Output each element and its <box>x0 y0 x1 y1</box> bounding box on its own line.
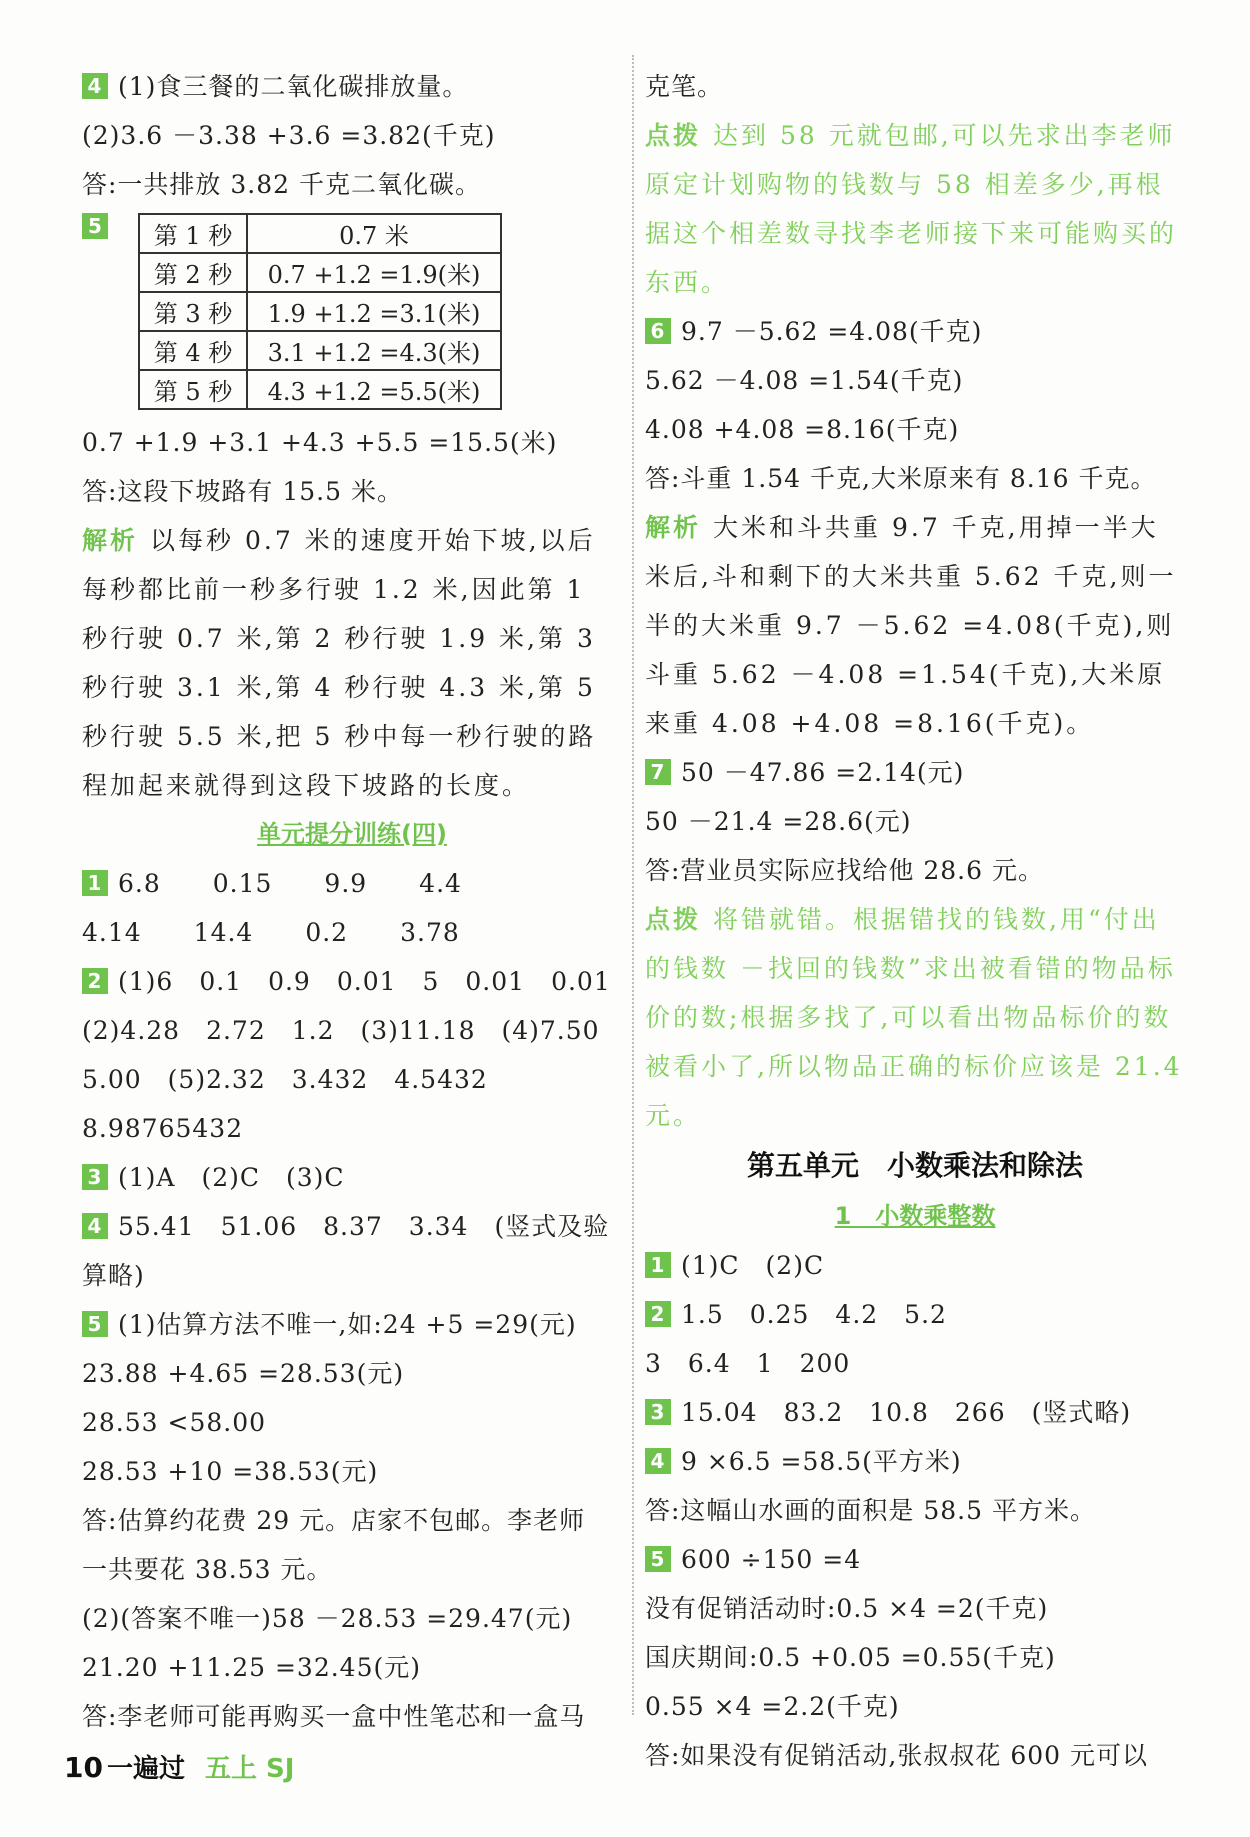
answer-5-sum: 0.7 +1.9 +3.1 +4.3 +5.5 =15.5(米) <box>82 428 558 457</box>
s5-line-8: 21.20 +11.25 =32.45(元) <box>82 1653 422 1682</box>
answer-7-line-1: 7 50 －47.86 =2.14(元) <box>645 748 1185 797</box>
question-number-badge: 2 <box>82 968 108 994</box>
u4-line-2: 答:这幅山水画的面积是 58.5 平方米。 <box>645 1496 1096 1525</box>
s5-line-2: 23.88 +4.65 =28.53(元) <box>82 1359 405 1388</box>
grade-label: 五上 SJ <box>204 1754 295 1784</box>
answer-4-line-2: (2)3.6 －3.38 +3.6 =3.82(千克) <box>82 121 496 150</box>
s5-line-9: 答:李老师可能再购买一盒中性笔芯和一盒马 <box>82 1702 586 1731</box>
lesson-title: 1 小数乘整数 <box>834 1202 996 1230</box>
answer-5-table-block <box>82 213 622 410</box>
hint-paragraph: 点拨 将错就错。根据错找的钱数,用“付出的钱数 －找回的钱数”求出被看错的物品标价的数;根据多找了,可以看出物品标价的数被看小了,所以物品正确的标价应该是 21.4 元。 <box>645 905 1183 1130</box>
question-number-badge: 6 <box>645 318 671 344</box>
u1-line: 1 (1)C (2)C <box>645 1241 1185 1290</box>
answer-7-line-2: 50 －21.4 =28.6(元) <box>645 807 912 836</box>
right-column <box>645 62 1185 1780</box>
answer-7-line-3: 答:营业员实际应找给他 28.6 元。 <box>645 856 1044 885</box>
s2-line-2: (2)4.28 2.72 1.2 (3)11.18 (4)7.50 <box>82 1016 600 1045</box>
s5-line-6: 一共要花 38.53 元。 <box>82 1555 333 1584</box>
s5-line-1: 5 (1)估算方法不唯一,如:24 +5 =29(元) <box>82 1300 622 1349</box>
answer-4-line-3: 答:一共排放 3.82 千克二氧化碳。 <box>82 170 481 199</box>
analysis-label: 解析 <box>645 513 702 542</box>
answer-6-line-2: 5.62 －4.08 =1.54(千克) <box>645 366 964 395</box>
question-number-badge: 1 <box>82 870 108 896</box>
u2-line-2: 3 6.4 1 200 <box>645 1349 851 1378</box>
column-divider <box>632 55 634 1715</box>
hint-paragraph: 点拨 达到 58 元就包邮,可以先求出李老师原定计划购物的钱数与 58 相差多少,再根据这个相差数寻找李老师接下来可能购买的东西。 <box>645 121 1178 297</box>
analysis-label: 解析 <box>82 526 139 555</box>
question-number-badge: 5 <box>82 213 108 239</box>
table-row: 第 3 秒 1.9 +1.2 =3.1(米) <box>139 292 501 331</box>
s5-line-4: 28.53 +10 =38.53(元) <box>82 1457 379 1486</box>
s1-line-2: 4.14 14.4 0.2 3.78 <box>82 918 460 947</box>
s4-line-1: 4 55.41 51.06 8.37 3.34 (竖式及验 <box>82 1202 622 1251</box>
question-number-badge: 4 <box>82 73 108 99</box>
analysis-paragraph: 解析 大米和斗共重 9.7 千克,用掉一半大米后,斗和剩下的大米共重 5.62 千克,则一半的大米重 9.7 －5.62 =4.08(千克),则斗重 5.62 －4.08 =1.54(千克),大米原来重 4.08 +4.08 =8.16(千克)。 <box>645 513 1177 738</box>
s3-line: 3 (1)A (2)C (3)C <box>82 1153 622 1202</box>
question-number-badge: 3 <box>82 1164 108 1190</box>
s5-line-7: (2)(答案不唯一)58 －28.53 =29.47(元) <box>82 1604 573 1633</box>
answer-4-line-1: 4 (1)食三餐的二氧化碳排放量。 <box>82 62 622 111</box>
s2-line-4: 8.98765432 <box>82 1114 244 1143</box>
table-row: 第 5 秒 4.3 +1.2 =5.5(米) <box>139 370 501 409</box>
u4-line-1: 4 9 ×6.5 =58.5(平方米) <box>645 1437 1185 1486</box>
answer-6-line-3: 4.08 +4.08 =8.16(千克) <box>645 415 960 444</box>
analysis-paragraph: 解析 以每秒 0.7 米的速度开始下坡,以后每秒都比前一秒多行驶 1.2 米,因此第 1 秒行驶 0.7 米,第 2 秒行驶 1.9 米,第 3 秒行驶 3.1 米,第 4 秒行驶 4.3 米,第 5 秒行驶 5.5 米,把 5 秒中每一秒行驶的路程加起来就得到这段下坡路的长度。 <box>82 526 597 800</box>
s5-line-3: 28.53 <58.00 <box>82 1408 267 1437</box>
hint-label: 点拨 <box>645 905 702 934</box>
question-number-badge: 7 <box>645 759 671 785</box>
brand-name: 一遍过 <box>106 1754 185 1784</box>
table-row: 第 1 秒 0.7 米 <box>139 214 501 253</box>
u5-line-4: 0.55 ×4 =2.2(千克) <box>645 1692 900 1721</box>
question-number-badge: 5 <box>645 1546 671 1572</box>
answer-6-line-4: 答:斗重 1.54 千克,大米原来有 8.16 千克。 <box>645 464 1157 493</box>
question-number-badge: 3 <box>645 1399 671 1425</box>
question-number-badge: 4 <box>82 1213 108 1239</box>
table-row: 第 4 秒 3.1 +1.2 =4.3(米) <box>139 331 501 370</box>
s2-line-3: 5.00 (5)2.32 3.432 4.5432 <box>82 1065 488 1094</box>
s1-line-1: 1 6.8 0.15 9.9 4.4 <box>82 859 622 908</box>
section-title: 单元提分训练(四) <box>257 820 447 848</box>
answer-5-answer: 答:这段下坡路有 15.5 米。 <box>82 477 403 506</box>
question-number-badge: 5 <box>82 1311 108 1337</box>
u5-line-3: 国庆期间:0.5 +0.05 =0.55(千克) <box>645 1643 1056 1672</box>
s2-line-1: 2 (1)6 0.1 0.9 0.01 5 0.01 0.01 <box>82 957 622 1006</box>
question-number-badge: 2 <box>645 1301 671 1327</box>
table-row: 第 2 秒 0.7 +1.2 =1.9(米) <box>139 253 501 292</box>
page-footer <box>64 1748 294 1785</box>
question-number-badge: 1 <box>645 1252 671 1278</box>
page-number: 10 <box>64 1751 103 1784</box>
u3-line: 3 15.04 83.2 10.8 266 (竖式略) <box>645 1388 1185 1437</box>
seconds-table <box>138 213 502 410</box>
left-column <box>82 62 622 1741</box>
answer-6-line-1: 6 9.7 －5.62 =4.08(千克) <box>645 307 1185 356</box>
u5-line-2: 没有促销活动时:0.5 ×4 =2(千克) <box>645 1594 1049 1623</box>
u5-line-1: 5 600 ÷150 =4 <box>645 1535 1185 1584</box>
u2-line-1: 2 1.5 0.25 4.2 5.2 <box>645 1290 1185 1339</box>
hint-label: 点拨 <box>645 121 702 150</box>
s5-line-5: 答:估算约花费 29 元。店家不包邮。李老师 <box>82 1506 586 1535</box>
question-number-badge: 4 <box>645 1448 671 1474</box>
u5-line-5: 答:如果没有促销活动,张叔叔花 600 元可以 <box>645 1741 1148 1770</box>
s4-line-2: 算略) <box>82 1261 145 1290</box>
unit-title: 第五单元 小数乘法和除法 <box>746 1149 1083 1182</box>
continued-line: 克笔。 <box>645 72 724 101</box>
